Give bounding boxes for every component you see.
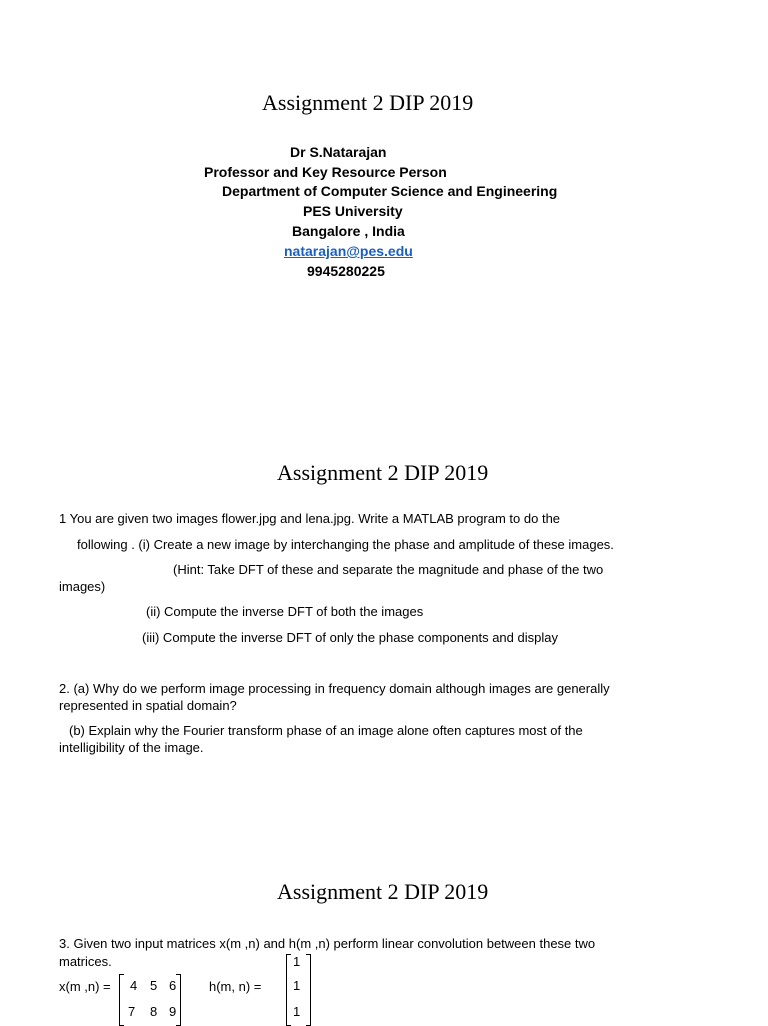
author-department: Department of Computer Science and Engineering [222,183,558,199]
q1-part-iii: (iii) Compute the inverse DFT of only the phase components and display [142,630,558,645]
x-matrix-cell: 7 [128,1004,136,1019]
x-matrix-left-bracket [119,974,124,1026]
q1-line2: following . (i) Create a new image by interchanging the phase and amplitude of these images. [77,537,614,552]
x-matrix-cell: 9 [169,1004,177,1019]
q1-line1: 1 You are given two images flower.jpg and lena.jpg. Write a MATLAB program to do the [59,511,561,526]
q3-line2: matrices. [59,954,112,969]
h-matrix-right-bracket [306,954,311,1026]
q1-part-ii: (ii) Compute the inverse DFT of both the images [146,604,424,619]
q3-line1: 3. Given two input matrices x(m ,n) and h(m ,n) perform linear convolution between these two [59,936,596,951]
q2b-line1: (b) Explain why the Fourier transform phase of an image alone often captures most of the [69,723,583,738]
q1-hint-line2: images) [59,579,106,594]
x-matrix-right-bracket [176,974,181,1026]
q1-hint-line1: (Hint: Take DFT of these and separate the magnitude and phase of the two [173,562,604,577]
x-matrix-cell: 8 [150,1004,158,1019]
h-matrix-cell: 1 [293,978,301,993]
x-matrix-cell: 5 [150,978,158,993]
h-matrix-left-bracket [286,954,291,1026]
author-phone: 9945280225 [307,263,385,279]
x-matrix-cell: 6 [169,978,177,993]
author-location: Bangalore , India [292,223,405,239]
q2b-line2: intelligibility of the image. [59,740,204,755]
h-matrix-label: h(m, n) = [209,979,262,994]
h-matrix-cell: 1 [293,1004,301,1019]
page1-title: Assignment 2 DIP 2019 [262,90,474,115]
x-matrix-label: x(m ,n) = [59,979,111,994]
author-title: Professor and Key Resource Person [204,164,447,180]
author-university: PES University [303,203,403,219]
h-matrix-cell: 1 [293,954,301,969]
author-email-link[interactable]: natarajan@pes.edu [284,243,413,259]
page3-title: Assignment 2 DIP 2019 [277,879,489,904]
q2a-line1: 2. (a) Why do we perform image processing in frequency domain although images are generally [59,681,610,696]
page2-title: Assignment 2 DIP 2019 [277,460,489,485]
q2a-line2: represented in spatial domain? [59,698,237,713]
x-matrix-cell: 4 [130,978,138,993]
author-name: Dr S.Natarajan [290,144,387,160]
